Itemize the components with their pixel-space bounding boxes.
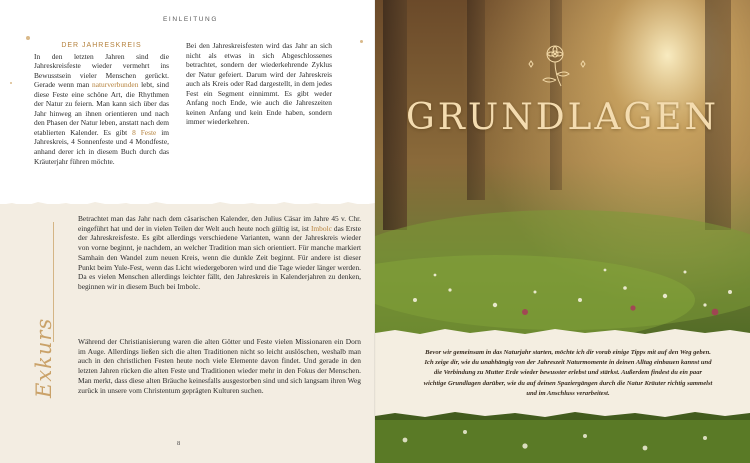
- highlight-term: Imbolc: [310, 223, 332, 233]
- excursus-label: Exkurs: [32, 317, 56, 398]
- excursus-paragraph: [78, 214, 361, 292]
- column-zyklus: [186, 41, 332, 127]
- highlight-term: naturverbunden: [92, 80, 139, 90]
- flower-emblem-icon: [521, 40, 591, 94]
- column-jahreskreis: [34, 41, 169, 166]
- body-text: In den letzten Jahren sind die Jahreskreisfeste wieder vermehrt ins Bewusstsein vieler Menschen gerückt. Gerade wenn man: [34, 51, 169, 90]
- highlight-term: 8 Feste: [132, 127, 157, 137]
- body-text: im Jahreskreis, 4 Sonnenfeste und 4 Mondfeste, anhand derer ich in diesem Buch durch das Kräuterjahr führen möchte.: [34, 127, 170, 166]
- body-text: Bei den Jahreskreisfesten wird das Jahr an sich nicht als etwas in sich Abgeschlossenes betrachtet, sondern der wiederkehrende Zyklus der Natur gefeiert. Darum wird der Jahreskreis auch als Kreis oder Rad dargestellt, in dem jedes Fest ein Segment einnimmt. Es gibt weder Anfang noch Ende, wie auch die Jahreszeiten keinen Anfang und kein Ende haben, sondern immer wiederkehren.: [186, 41, 332, 127]
- running-head: EINLEITUNG: [163, 16, 219, 23]
- chapter-title: GRUNDLAGEN: [405, 97, 719, 138]
- page-number: 8: [177, 440, 181, 447]
- torn-paper-edge: [0, 196, 375, 212]
- right-page: [375, 0, 750, 463]
- body-text: lebt, sind diese Feste eine schöne Art, die Rhythmen der Natur zu feiern. Man kann sich über das Jahr hinweg an ihnen orientieren und nach den Phasen der Natur leben, anstatt nach dem etablierten Kalender. Es gibt: [34, 80, 169, 137]
- excursus-paragraph: Während der Christianisierung waren die alten Götter und Feste vielen Missionaren ein Dorn im Auge. Allerdings ließen sich die alten Traditionen nicht so leicht auslöschen, weshalb man auch in den christlichen Festen heute noch viele Elemente davon findet. Und gerade in den letzten Jahren rücken die alten Feste und Traditionen wieder mehr in den Fokus der Menschen. Man merkt, dass diese alten Bräuche keinesfalls ausgestorben sind und sich langsam ihren Weg zurück in unsere vom Christentum geprägten Kulturen suchen.: [78, 337, 361, 395]
- body-text: Betrachtet man das Jahr nach dem cäsarischen Kalender, den Julius Cäsar im Jahre 45 v. Chr. eingeführt hat und der in vielen Teilen der Welt auch heute noch gültig ist, ist: [78, 214, 361, 233]
- intro-text: Bevor wir gemeinsam in das Naturjahr starten, möchte ich dir vorab einige Tipps mit auf den Weg geben. Ich zeige dir, wie du unabhängig von der Jahreszeit Naturmomente in deinen Alltag einbauen kannst und die Verbindung zu Mutter Erde wieder bewusster erlebst und stärkst. Außerdem findest du ein paar wichtige Grundlagen darüber, wie du auf deinen Spaziergängen durch die Natur Kräuter richtig sammelst und im Anschluss verarbeitest.: [423, 349, 713, 397]
- body-text: das Erste der Jahreskreisfeste. Es gibt allerdings verschiedene Varianten, wann der Jahreskreis wieder von vorne beginnt, je nachdem, an welcher Tradition man sich orientiert. Für manche markiert Samhain den Wandel zum neuen Kreis, wenn die dunkle Zeit beginnt. Für andere ist dieser Punkt beim Yule-Fest, wenn das Licht wiedergeboren wird und die Tage wieder länger werden. Da es vielen Menschen allerdings leichter fällt, den Jahreskreis in Kalenderjahren zu denken, beginnen wir in diesem Buch bei Imbolc.: [78, 223, 361, 291]
- book-gutter: [374, 0, 376, 463]
- section-heading: DER JAHRESKREIS: [61, 42, 142, 49]
